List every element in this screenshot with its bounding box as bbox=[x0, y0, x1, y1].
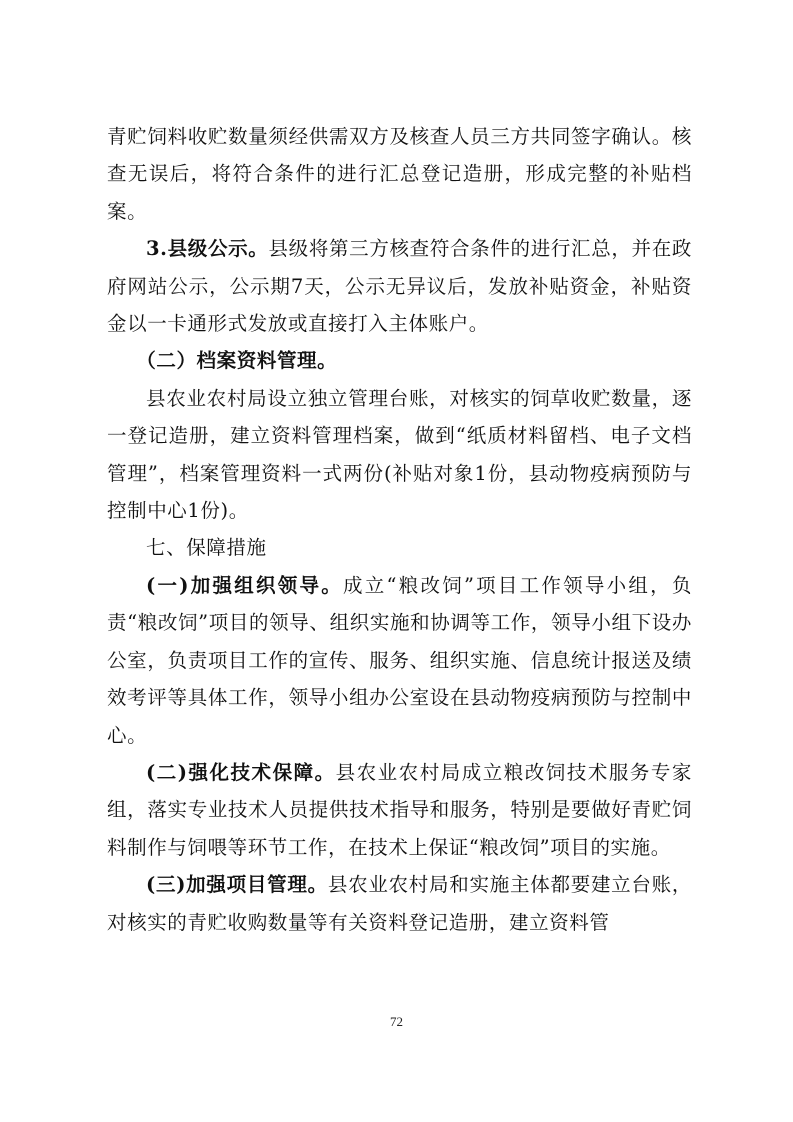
page-number: 72 bbox=[390, 1014, 403, 1029]
paragraph-text: 县农业农村局和实施主体都要建立台账，对核实的青贮收购数量等有关资料登记造册，建立资料管 bbox=[107, 873, 692, 934]
paragraph-text: 成立“粮改饲”项目工作领导小组，负责“粮改饲”项目的领导、组织实施和协调等工作，领导小组下设办公室，负责项目工作的宣传、服务、组织实施、信息统计报送及绩效考评等具体工作，领导小组办公室设在县动物疫病预防与控制中心。 bbox=[107, 573, 693, 747]
section-heading-archive: （二）档案资料管理。 bbox=[136, 349, 338, 373]
paragraph-title: (一)加强组织领导。 bbox=[146, 573, 343, 597]
paragraph-text: 县农业农村局成立粮改饲技术服务专家组，落实专业技术人员提供技术指导和服务，特别是要做好青贮饲料制作与饲喂等环节工作，在技术上保证“粮改饲”项目的实施。 bbox=[107, 760, 692, 859]
paragraph-archive-management: 县农业农村局设立独立管理台账，对核实的饲草收贮数量，逐一登记造册，建立资料管理档案，做到“纸质材料留档、电子文档管理”，档案管理资料一式两份(补贴对象1份，县动物疫病预防与控制中心1份)。 bbox=[107, 386, 692, 523]
paragraph-text: 县级将第三方核查符合条件的进行汇总，并在政府网站公示，公示期7天，公示无异议后，发放补贴资金，补贴资金以一卡通形式发放或直接打入主体账户。 bbox=[107, 237, 692, 336]
paragraph-1: 青贮饲料收贮数量须经供需双方及核查人员三方共同签字确认。核查无误后，将符合条件的进行汇总登记造册，形成完整的补贴档案。 bbox=[107, 125, 692, 223]
paragraph-county-publicity bbox=[107, 230, 692, 342]
paragraph-title: (三)加强项目管理。 bbox=[146, 873, 328, 897]
paragraph-title: (二)强化技术保障。 bbox=[146, 760, 336, 784]
paragraph-organization bbox=[107, 567, 692, 754]
paragraph-project-management bbox=[107, 866, 692, 941]
document-body bbox=[107, 118, 692, 941]
paragraph-title: 3.县级公示。 bbox=[146, 237, 269, 261]
paragraph-technical-support bbox=[107, 754, 692, 866]
section-heading-safeguards: 七、保障措施 bbox=[146, 536, 267, 560]
